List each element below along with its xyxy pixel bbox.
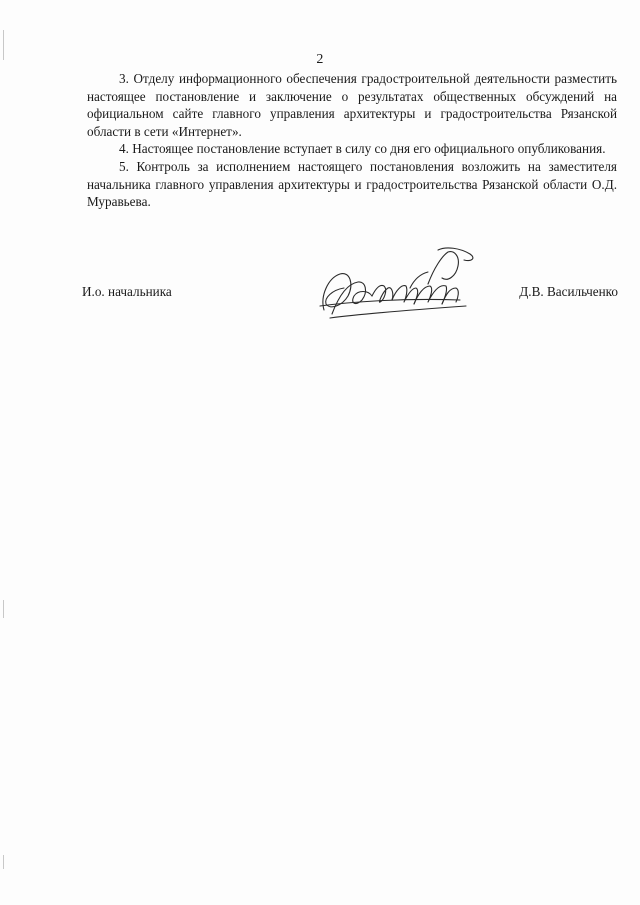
scan-artifact [3,30,4,60]
signature-block [82,284,618,304]
scan-artifact [3,600,4,618]
page-number: 2 [316,52,324,67]
paragraph-5: 5. Контроль за исполнением настоящего постановления возложить на заместителя начальника главного управления архитектуры и градостроительства Рязанской области О.Д. Муравьева. [87,158,617,210]
signatory-role: И.о. начальника [82,284,172,299]
signatory-name: Д.В. Васильченко [519,284,618,299]
document-body [87,70,617,211]
paragraph-4: 4. Настоящее постановление вступает в силу со дня его официального опубликования. [119,141,606,157]
scan-artifact [3,855,4,869]
paragraph-3: 3. Отделу информационного обеспечения градостроительной деятельности разместить настоящее постановление и заключение о результатах общественных обсуждений на официальном сайте главного управления архитектуры и градостроительства Рязанской области в сети «Интернет». [87,71,617,139]
